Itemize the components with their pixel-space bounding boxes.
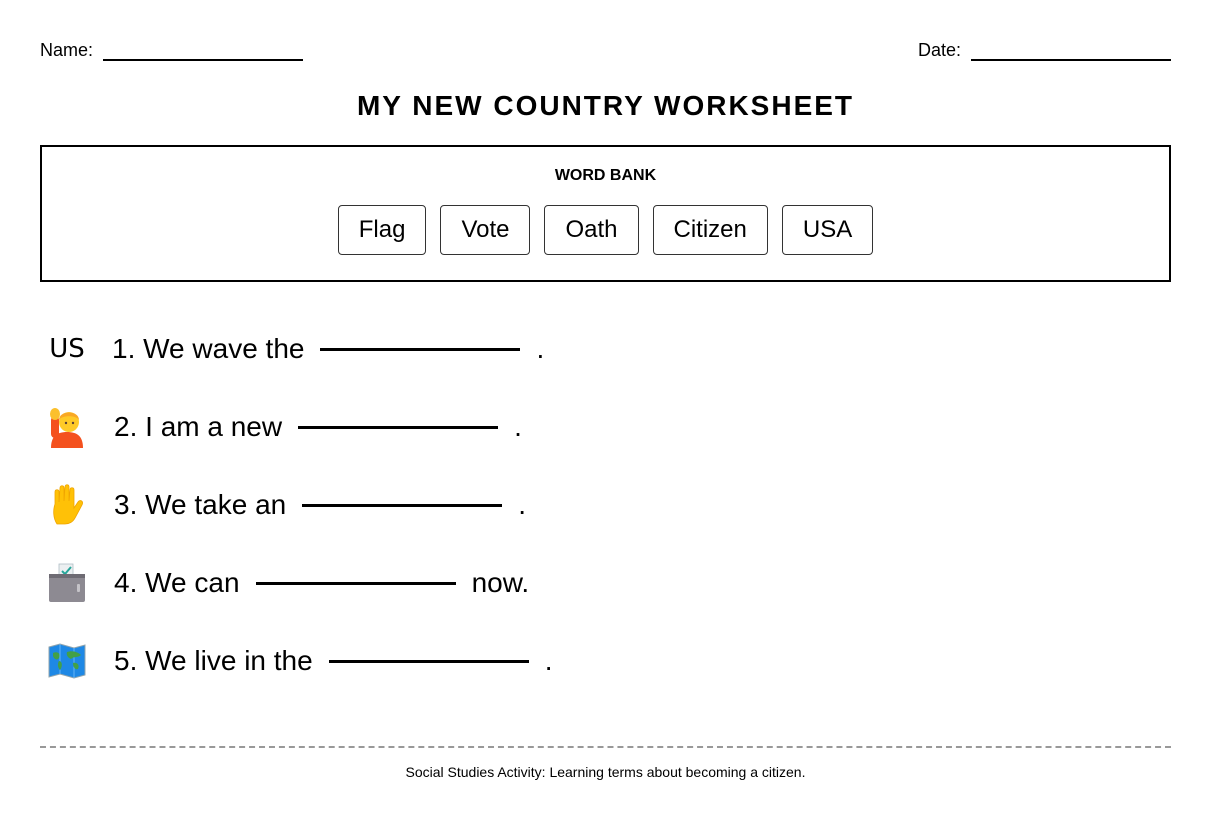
question-2 [40, 402, 522, 452]
question-text: 2. I am a new [114, 411, 283, 442]
question-text: 1. We wave the [112, 333, 305, 364]
question-text: 4. We can [114, 567, 240, 598]
name-blank-line[interactable] [103, 45, 303, 61]
answer-blank[interactable] [298, 426, 498, 429]
ballot-box-icon [40, 561, 94, 605]
question-end: . [536, 333, 545, 364]
raised-hand-icon [40, 483, 94, 527]
name-label: Name: [40, 40, 94, 60]
header-row [40, 40, 1171, 60]
word-chip: Oath [544, 205, 638, 255]
answer-blank[interactable] [302, 504, 502, 507]
footer-text: Social Studies Activity: Learning terms about becoming a citizen. [405, 764, 806, 780]
word-bank [40, 145, 1171, 282]
question-3 [40, 480, 526, 530]
person-raising-hand-icon [40, 405, 94, 449]
question-end: now. [471, 567, 530, 598]
word-bank-words [42, 205, 1169, 255]
word-bank-title: WORD BANK [554, 167, 657, 184]
word-chip: Citizen [653, 205, 768, 255]
footer-divider [40, 746, 1171, 748]
date-field [918, 40, 1171, 61]
answer-blank[interactable] [256, 582, 456, 585]
question-text: 3. We take an [114, 489, 287, 520]
name-field [40, 40, 303, 61]
answer-blank[interactable] [320, 348, 520, 351]
world-map-icon [40, 639, 94, 683]
question-4 [40, 558, 529, 608]
date-label: Date: [917, 40, 961, 60]
question-5 [40, 636, 552, 686]
question-end: . [514, 411, 522, 442]
page-title: MY NEW COUNTRY WORKSHEET [356, 90, 855, 121]
question-text: 5. We live in the [114, 645, 313, 676]
question-end: . [544, 645, 553, 676]
us-flag-icon: US [49, 334, 85, 364]
answer-blank[interactable] [329, 660, 529, 663]
word-chip: Vote [440, 205, 530, 255]
word-chip: USA [782, 205, 873, 255]
question-end: . [518, 489, 527, 520]
date-blank-line[interactable] [971, 45, 1171, 61]
question-1 [40, 324, 544, 374]
word-chip: Flag [338, 205, 427, 255]
